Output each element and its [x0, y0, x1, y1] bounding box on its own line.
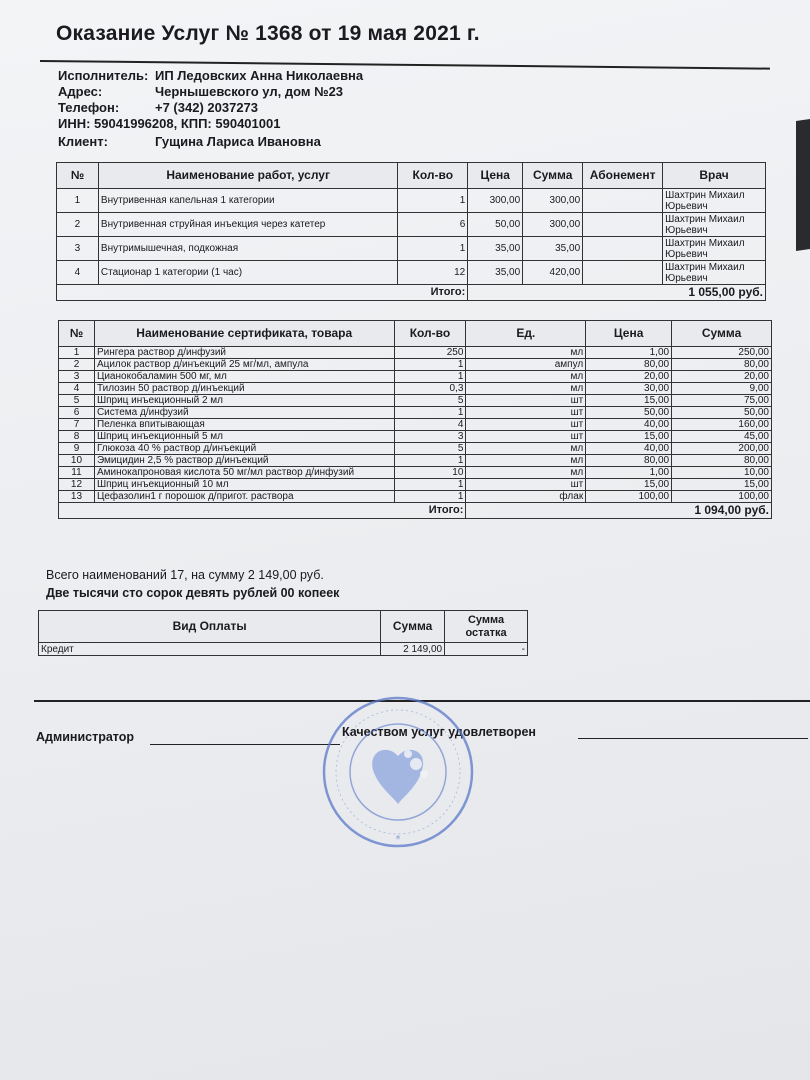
- goods-name: Шприц инъекционный 5 мл: [94, 431, 394, 443]
- goods-name: Пеленка впитывающая: [94, 419, 394, 431]
- page-edge-shadow: [796, 119, 810, 251]
- services-row: [57, 261, 766, 285]
- services-total-label: Итого:: [57, 285, 468, 301]
- seal-stamp-icon: [318, 692, 478, 852]
- service-sum: 420,00: [523, 261, 583, 285]
- goods-col-price: Цена: [586, 321, 672, 347]
- goods-price: 1,00: [586, 347, 672, 359]
- services-header-row: [57, 163, 766, 189]
- goods-price: 15,00: [586, 431, 672, 443]
- goods-qty: 1: [394, 455, 466, 467]
- goods-sum: 80,00: [672, 359, 772, 371]
- goods-header-row: [59, 321, 772, 347]
- goods-row: [59, 347, 772, 359]
- service-qty: 1: [398, 237, 468, 261]
- goods-price: 50,00: [586, 407, 672, 419]
- goods-row: [59, 467, 772, 479]
- service-number: 1: [57, 189, 99, 213]
- goods-price: 1,00: [586, 467, 672, 479]
- goods-unit: мл: [466, 383, 586, 395]
- payment-col-rest: Сумма остатка: [445, 611, 528, 643]
- goods-sum: 20,00: [672, 371, 772, 383]
- services-col-name: Наименование работ, услуг: [98, 163, 397, 189]
- payment-col-type: Вид Оплаты: [39, 611, 381, 643]
- admin-signature-line: [150, 744, 340, 745]
- goods-sum: 200,00: [672, 443, 772, 455]
- goods-row: [59, 395, 772, 407]
- goods-unit: мл: [466, 455, 586, 467]
- goods-number: 6: [59, 407, 95, 419]
- goods-unit: шт: [466, 431, 586, 443]
- goods-qty: 4: [394, 419, 466, 431]
- address-value: Чернышевского ул, дом №23: [155, 84, 344, 99]
- goods-name: Эмицидин 2,5 % раствор д/инъекций: [94, 455, 394, 467]
- goods-unit: флак: [466, 491, 586, 503]
- goods-sum: 100,00: [672, 491, 772, 503]
- goods-name: Шприц инъекционный 10 мл: [94, 479, 394, 491]
- goods-number: 11: [59, 467, 95, 479]
- services-col-doctor: Врач: [663, 163, 766, 189]
- services-col-num: №: [57, 163, 99, 189]
- goods-unit: шт: [466, 479, 586, 491]
- payment-rest: -: [445, 643, 528, 656]
- executor-name: ИП Ледовских Анна Николаевна: [155, 68, 364, 83]
- goods-qty: 1: [394, 479, 466, 491]
- goods-unit: мл: [466, 347, 586, 359]
- goods-number: 3: [59, 371, 95, 383]
- goods-col-qty: Кол-во: [394, 321, 466, 347]
- goods-sum: 80,00: [672, 455, 772, 467]
- goods-row: [59, 455, 772, 467]
- service-number: 3: [57, 237, 99, 261]
- goods-price: 80,00: [586, 359, 672, 371]
- quality-statement: Качеством услуг удовлетворен: [342, 725, 536, 739]
- service-subscription: [583, 237, 663, 261]
- phone-value: +7 (342) 2037273: [155, 100, 259, 115]
- goods-name: Цианокобаламин 500 мг, мл: [94, 371, 394, 383]
- goods-price: 80,00: [586, 455, 672, 467]
- service-doctor: Шахтрин Михаил Юрьевич: [663, 261, 766, 285]
- goods-number: 13: [59, 491, 95, 503]
- goods-qty: 250: [394, 347, 466, 359]
- goods-unit: мл: [466, 371, 586, 383]
- service-number: 4: [57, 261, 99, 285]
- goods-sum: 9,00: [672, 383, 772, 395]
- goods-sum: 250,00: [672, 347, 772, 359]
- goods-col-sum: Сумма: [672, 321, 772, 347]
- goods-row: [59, 491, 772, 503]
- service-qty: 6: [398, 213, 468, 237]
- goods-price: 30,00: [586, 383, 672, 395]
- goods-unit: шт: [466, 407, 586, 419]
- goods-unit: мл: [466, 467, 586, 479]
- service-qty: 1: [398, 189, 468, 213]
- address-row: Адрес: Чернышевского ул, дом №23: [58, 84, 344, 99]
- goods-qty: 0,3: [394, 383, 466, 395]
- service-subscription: [583, 261, 663, 285]
- goods-sum: 10,00: [672, 467, 772, 479]
- goods-row: [59, 431, 772, 443]
- goods-qty: 3: [394, 431, 466, 443]
- service-sum: 35,00: [523, 237, 583, 261]
- goods-price: 100,00: [586, 491, 672, 503]
- payment-table: [38, 610, 528, 656]
- goods-price: 15,00: [586, 395, 672, 407]
- goods-unit: шт: [466, 395, 586, 407]
- goods-row: [59, 407, 772, 419]
- client-row: Клиент: Гущина Лариса Ивановна: [58, 134, 321, 149]
- goods-name: Аминокапроновая кислота 50 мг/мл раствор д/инфузий: [94, 467, 394, 479]
- services-total-value: 1 055,00 руб.: [468, 285, 766, 301]
- goods-number: 8: [59, 431, 95, 443]
- service-price: 50,00: [468, 213, 523, 237]
- services-table: [56, 162, 766, 301]
- goods-table: [58, 320, 772, 519]
- goods-number: 10: [59, 455, 95, 467]
- summary-words: Две тысячи сто сорок девять рублей 00 копеек: [46, 586, 340, 600]
- services-col-subscription: Абонемент: [583, 163, 663, 189]
- goods-sum: 15,00: [672, 479, 772, 491]
- goods-price: 15,00: [586, 479, 672, 491]
- goods-unit: мл: [466, 443, 586, 455]
- goods-name: Рингера раствор д/инфузий: [94, 347, 394, 359]
- goods-sum: 45,00: [672, 431, 772, 443]
- goods-row: [59, 371, 772, 383]
- service-name: Стационар 1 категории (1 час): [98, 261, 397, 285]
- goods-number: 4: [59, 383, 95, 395]
- services-total-row: [57, 285, 766, 301]
- goods-total-row: [59, 503, 772, 519]
- services-row: [57, 213, 766, 237]
- goods-row: [59, 479, 772, 491]
- goods-name: Шприц инъекционный 2 мл: [94, 395, 394, 407]
- goods-sum: 50,00: [672, 407, 772, 419]
- payment-row: [39, 643, 528, 656]
- goods-unit: шт: [466, 419, 586, 431]
- goods-price: 40,00: [586, 443, 672, 455]
- payment-sum: 2 149,00: [381, 643, 445, 656]
- goods-number: 9: [59, 443, 95, 455]
- service-name: Внутривенная капельная 1 категории: [98, 189, 397, 213]
- goods-qty: 1: [394, 359, 466, 371]
- service-doctor: Шахтрин Михаил Юрьевич: [663, 213, 766, 237]
- goods-qty: 5: [394, 395, 466, 407]
- goods-number: 2: [59, 359, 95, 371]
- goods-col-unit: Ед.: [466, 321, 586, 347]
- executor-row: Исполнитель: ИП Ледовских Анна Николаевна: [58, 68, 364, 83]
- client-signature-line: [578, 738, 808, 739]
- goods-sum: 75,00: [672, 395, 772, 407]
- goods-number: 12: [59, 479, 95, 491]
- service-name: Внутримышечная, подкожная: [98, 237, 397, 261]
- summary-count: Всего наименований 17, на сумму 2 149,00 руб.: [46, 568, 324, 582]
- goods-qty: 1: [394, 407, 466, 419]
- goods-name: Цефазолин1 г порошок д/пригот. раствора: [94, 491, 394, 503]
- service-subscription: [583, 213, 663, 237]
- payment-col-sum: Сумма: [381, 611, 445, 643]
- service-price: 35,00: [468, 237, 523, 261]
- service-qty: 12: [398, 261, 468, 285]
- goods-number: 5: [59, 395, 95, 407]
- service-doctor: Шахтрин Михаил Юрьевич: [663, 237, 766, 261]
- inn-row: ИНН: 59041996208, КПП: 590401001: [58, 116, 281, 131]
- goods-row: [59, 419, 772, 431]
- document-title: Оказание Услуг № 1368 от 19 мая 2021 г.: [56, 22, 480, 45]
- goods-name: Тилозин 50 раствор д/инъекций: [94, 383, 394, 395]
- goods-price: 40,00: [586, 419, 672, 431]
- goods-row: [59, 359, 772, 371]
- goods-name: Ацилок раствор д/инъекций 25 мг/мл, ампула: [94, 359, 394, 371]
- service-subscription: [583, 189, 663, 213]
- services-row: [57, 237, 766, 261]
- services-row: [57, 189, 766, 213]
- goods-total-label: Итого:: [59, 503, 466, 519]
- service-price: 300,00: [468, 189, 523, 213]
- goods-qty: 10: [394, 467, 466, 479]
- payment-header-row: [39, 611, 528, 643]
- service-price: 35,00: [468, 261, 523, 285]
- goods-number: 1: [59, 347, 95, 359]
- goods-name: Система д/инфузий: [94, 407, 394, 419]
- goods-row: [59, 383, 772, 395]
- goods-col-num: №: [59, 321, 95, 347]
- svg-text:*: *: [395, 834, 401, 845]
- services-col-price: Цена: [468, 163, 523, 189]
- service-name: Внутривенная струйная инъекция через катетер: [98, 213, 397, 237]
- goods-qty: 1: [394, 371, 466, 383]
- services-col-qty: Кол-во: [398, 163, 468, 189]
- goods-row: [59, 443, 772, 455]
- service-number: 2: [57, 213, 99, 237]
- services-col-sum: Сумма: [523, 163, 583, 189]
- payment-type: Кредит: [39, 643, 381, 656]
- goods-total-value: 1 094,00 руб.: [466, 503, 772, 519]
- goods-col-name: Наименование сертификата, товара: [94, 321, 394, 347]
- goods-unit: ампул: [466, 359, 586, 371]
- goods-sum: 160,00: [672, 419, 772, 431]
- client-name: Гущина Лариса Ивановна: [155, 134, 321, 149]
- goods-number: 7: [59, 419, 95, 431]
- phone-row: Телефон: +7 (342) 2037273: [58, 100, 259, 115]
- goods-name: Глюкоза 40 % раствор д/инъекций: [94, 443, 394, 455]
- service-sum: 300,00: [523, 189, 583, 213]
- service-sum: 300,00: [523, 213, 583, 237]
- goods-qty: 5: [394, 443, 466, 455]
- goods-qty: 1: [394, 491, 466, 503]
- goods-price: 20,00: [586, 371, 672, 383]
- service-doctor: Шахтрин Михаил Юрьевич: [663, 189, 766, 213]
- admin-label: Администратор: [36, 730, 135, 744]
